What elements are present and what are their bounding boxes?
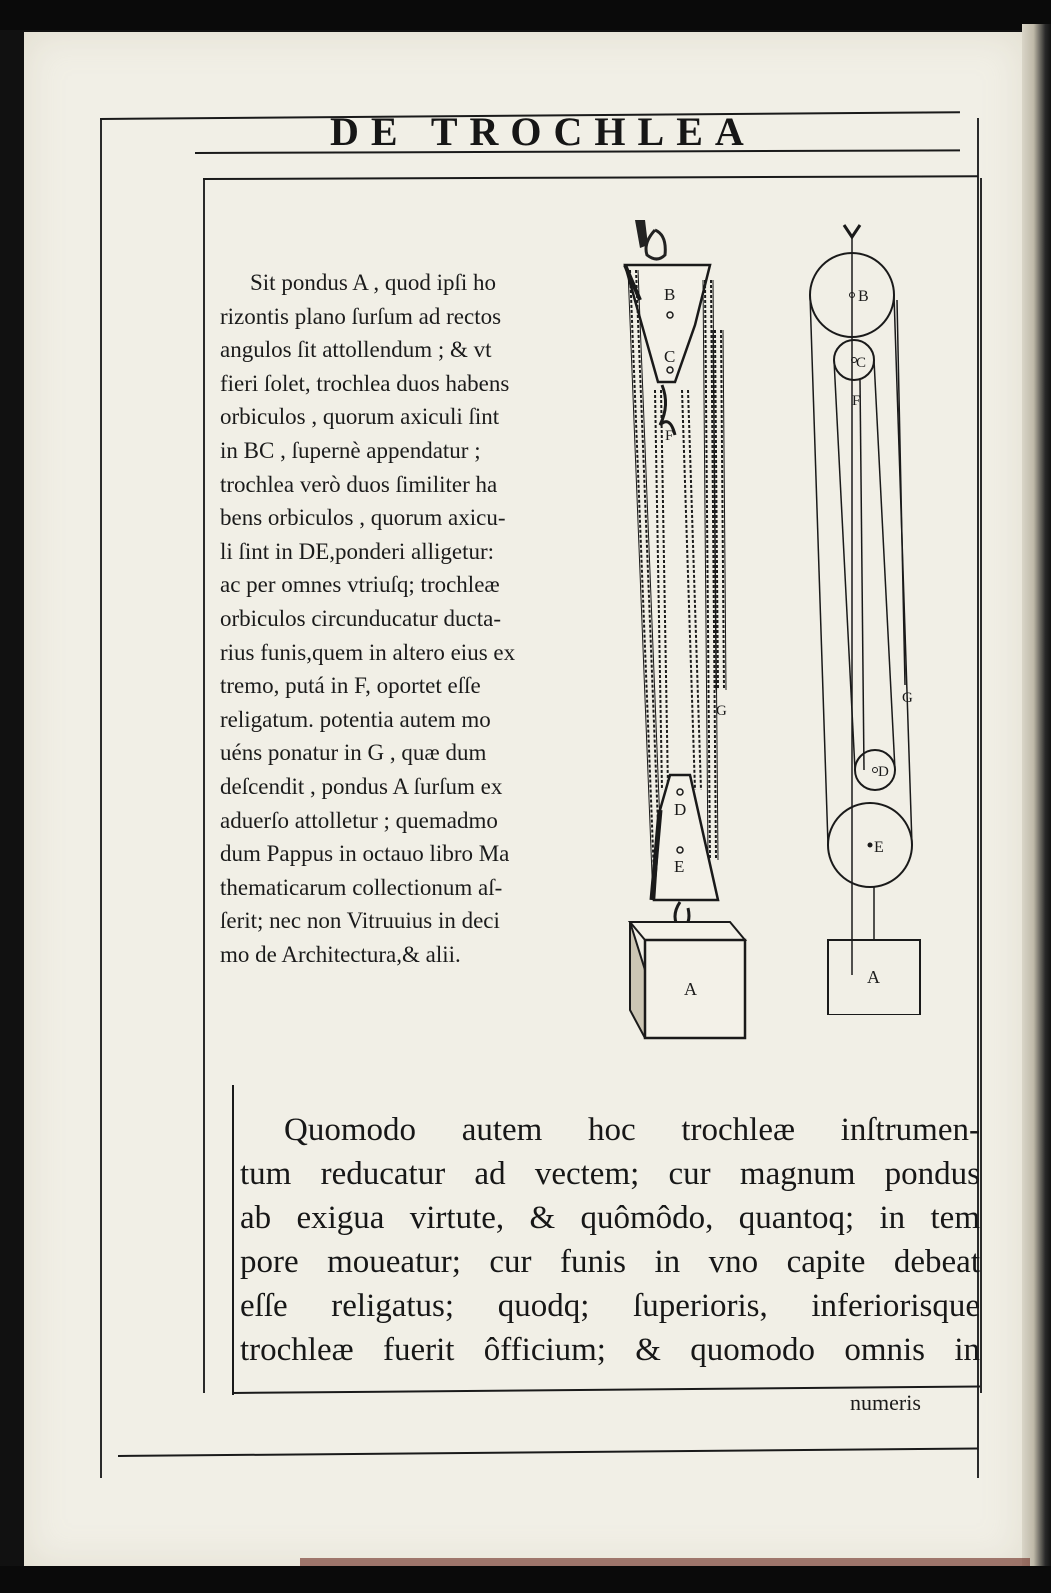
running-head: DE TROCHLEA	[330, 109, 756, 154]
label-D: D	[674, 800, 687, 819]
text-line: orbiculos circunducatur ducta-	[220, 605, 501, 631]
label-A: A	[684, 979, 697, 999]
label-G: G	[902, 690, 913, 706]
text-line: ab exigua virtute, & quômôdo, quantoq; in tem	[240, 1200, 980, 1236]
pulley-wheel-C	[834, 340, 874, 380]
text-line: mo de Architectura,& alii.	[220, 941, 461, 967]
text-line: Quomodo autem hoc trochleæ inſtrumen-	[284, 1112, 980, 1148]
text-line: bens orbiculos , quorum axicu-	[220, 505, 506, 531]
label-E: E	[874, 839, 884, 856]
text-line: aduerſo attolletur ; quemadmo	[220, 807, 498, 833]
label-B: B	[664, 285, 676, 304]
label-C: C	[856, 355, 867, 371]
text-line: religatum. potentia autem mo	[220, 706, 491, 732]
text-line: deſcendit , pondus A ſurſum ex	[220, 773, 503, 799]
text-line: angulos ſit attollendum ; & vt	[220, 337, 492, 363]
text-line: li ſint in DE,ponderi alligetur:	[220, 538, 495, 564]
pulley-illustration-left	[600, 210, 760, 1050]
page-edge	[1022, 24, 1051, 1574]
text-line: dum Pappus in octauo libro Ma	[220, 841, 510, 867]
catchword: numeris	[850, 1390, 921, 1415]
label-F: F	[665, 428, 674, 444]
text-line: fieri ſolet, trochlea duos habens	[220, 370, 510, 396]
label-D: D	[878, 764, 889, 780]
text-line: eſſe religatus; quodq; ſuperioris, inferiorisque	[240, 1288, 980, 1324]
text-line: rizontis plano ſurſum ad rectos	[220, 303, 502, 329]
bottom-paragraph	[240, 1108, 980, 1372]
pulley-wheel-D	[855, 750, 895, 790]
side-text	[220, 266, 595, 971]
label-E: E	[674, 857, 685, 876]
label-B: B	[858, 288, 869, 305]
label-F: F	[852, 393, 861, 409]
scan-top-border	[0, 0, 1051, 30]
text-line: thematicarum collectionum aſ-	[220, 874, 503, 900]
text-line: ac per omnes vtriuſq; trochleæ	[220, 572, 500, 598]
text-line: Sit pondus A , quod ipſi ho	[250, 270, 497, 295]
text-line: trochlea verò duos ſimiliter ha	[220, 471, 498, 497]
text-line: rius funis,quem in altero eius ex	[220, 639, 516, 665]
text-line: tum reducatur ad vectem; cur magnum pondus	[240, 1156, 980, 1192]
text-line: tremo, putá in F, oportet eſſe	[220, 673, 481, 699]
text-line: ſerit; nec non Vitruuius in deci	[220, 908, 500, 934]
pulley-diagram-right	[800, 215, 950, 1015]
scan-bottom-border	[0, 1566, 1051, 1593]
label-A: A	[867, 967, 880, 987]
text-line: in BC , ſupernè appendatur ;	[220, 437, 481, 463]
lower-block	[654, 775, 718, 900]
text-line: orbiculos , quorum axiculi ſint	[220, 404, 500, 430]
text-line: uéns ponatur in G , quæ dum	[220, 740, 487, 766]
text-line: trochleæ fuerit ôfficium; & quomodo omnis in	[240, 1332, 980, 1368]
text-line: pore moueatur; cur funis in vno capite debeat	[240, 1244, 980, 1280]
label-C: C	[664, 347, 676, 366]
text-box-left-rule	[232, 1085, 234, 1395]
label-G: G	[716, 703, 727, 719]
